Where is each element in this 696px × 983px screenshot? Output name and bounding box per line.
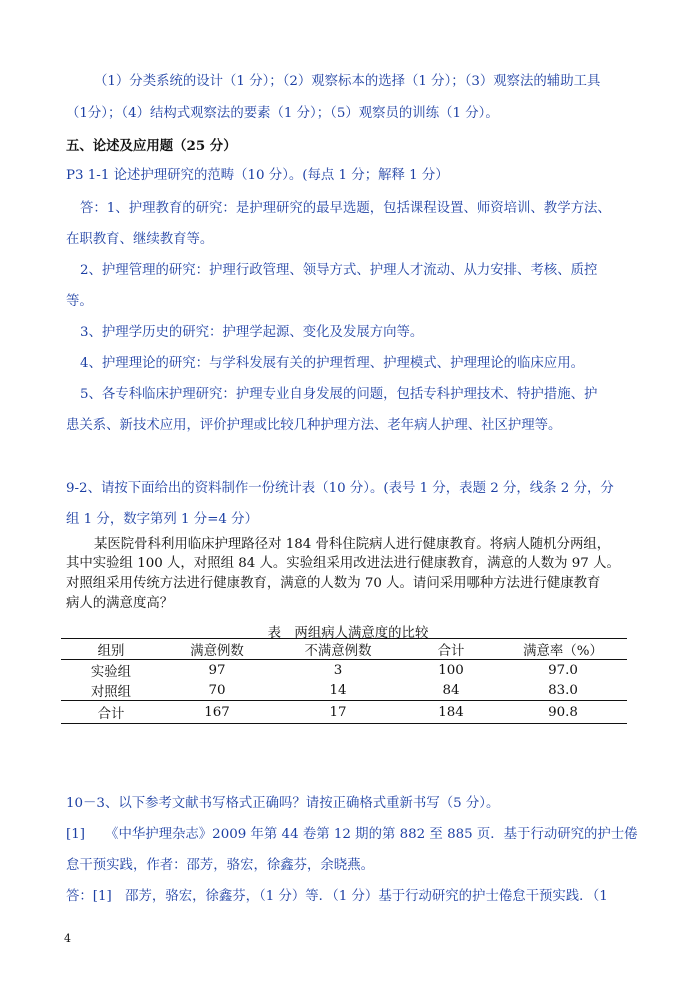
question-2-title-cont: 组 1 分，数字第列 1 分=4 分） xyxy=(66,512,258,527)
table-header-row xyxy=(61,639,627,660)
table-row xyxy=(61,660,627,681)
answer-1-point-4: 4、护理理论的研究：与学科发展有关的护理哲理、护理模式、护理理论的临床应用。 xyxy=(80,356,584,371)
cell-rate: 90.8 xyxy=(499,701,627,724)
table-row xyxy=(61,680,627,701)
section-heading: 五、论述及应用题（25 分） xyxy=(66,138,237,154)
answer-1-point-1: 答：1、护理教育的研究：是护理研究的最早选题，包括课程设置、师资培训、教学方法、 xyxy=(80,201,611,216)
case-text-line-4: 病人的满意度高？ xyxy=(66,596,174,611)
cell-satisfied: 70 xyxy=(208,682,226,698)
table-total-row xyxy=(61,701,627,724)
obs-scoring-line-1: （1）分类系统的设计（1 分）；（2）观察标本的选择（1 分）；（3）观察法的辅助工具 xyxy=(94,74,601,89)
answer-1-point-5-cont: 患关系、新技术应用，评价护理或比较几种护理方法、老年病人护理、社区护理等。 xyxy=(66,418,562,433)
question-1-title: P3 1-1 论述护理研究的范畴（10 分）。(每点 1 分；解释 1 分） xyxy=(66,168,449,183)
cell-group: 合计 xyxy=(61,701,161,724)
header-satisfied: 满意例数 xyxy=(190,643,244,659)
cell-satisfied: 97 xyxy=(208,662,226,678)
answer-1-point-5: 5、各专科临床护理研究：护理专业自身发展的问题，包括专科护理技术、特护措施、护 xyxy=(80,387,598,402)
answer-1-point-2-cont: 等。 xyxy=(66,294,93,309)
answer-3-line: 答：[1] 邵芳，骆宏，徐鑫芬，（1 分）等．（1 分）基于行动研究的护士倦怠干预实践．（1 xyxy=(66,889,608,904)
cell-rate: 97.0 xyxy=(548,662,578,678)
header-rate: 满意率（%） xyxy=(523,643,603,659)
cell-rate: 83.0 xyxy=(548,682,578,698)
table-title: 表 两组病人满意度的比较 xyxy=(267,626,429,641)
cell-total: 84 xyxy=(442,682,460,698)
cell-total: 100 xyxy=(438,662,464,678)
statistics-table xyxy=(61,638,627,724)
reference-line-2: 怠干预实践，作者：邵芳，骆宏，徐鑫芬，余晓燕。 xyxy=(66,858,374,873)
page-number: 4 xyxy=(64,932,71,945)
header-total: 合计 xyxy=(437,643,465,659)
reference-line-1: [1] 《中华护理杂志》2009 年第 44 卷第 12 期的第 882 至 885 页．基于行动研究的护士倦 xyxy=(66,827,638,842)
cell-unsatisfied: 14 xyxy=(329,682,347,698)
cell-unsatisfied: 17 xyxy=(273,701,403,724)
answer-1-point-1-cont: 在职教育、继续教育等。 xyxy=(66,232,214,247)
obs-scoring-line-2: （1分）；（4）结构式观察法的要素（1 分）；（5）观察员的训练（1 分）。 xyxy=(66,106,499,121)
cell-group: 对照组 xyxy=(90,684,132,700)
header-group: 组别 xyxy=(97,643,125,659)
answer-1-point-2: 2、护理管理的研究：护理行政管理、领导方式、护理人才流动、从力安排、考核、质控 xyxy=(80,263,598,278)
header-unsatisfied: 不满意例数 xyxy=(304,643,372,659)
cell-unsatisfied: 3 xyxy=(333,662,343,678)
question-2-title: 9-2、请按下面给出的资料制作一份统计表（10 分）。(表号 1 分，表题 2 分，线条 2 分，分 xyxy=(66,481,614,496)
cell-group: 实验组 xyxy=(90,664,132,680)
question-3-title: 10－3、以下参考文献书写格式正确吗？请按正确格式重新书写（5 分）。 xyxy=(66,796,500,811)
case-text-line-1: 某医院骨科利用临床护理路径对 184 骨科住院病人进行健康教育。将病人随机分两组， xyxy=(94,537,611,552)
case-text-line-2: 其中实验组 100 人，对照组 84 人。实验组采用改进法进行健康教育，满意的人数为 97 人。 xyxy=(66,556,620,571)
cell-total: 184 xyxy=(403,701,499,724)
answer-1-point-3: 3、护理学历史的研究：护理学起源、变化及发展方向等。 xyxy=(80,325,424,340)
cell-satisfied: 167 xyxy=(161,701,273,724)
case-text-line-3: 对照组采用传统方法进行健康教育，满意的人数为 70 人。请问采用哪种方法进行健康教育 xyxy=(66,576,601,591)
